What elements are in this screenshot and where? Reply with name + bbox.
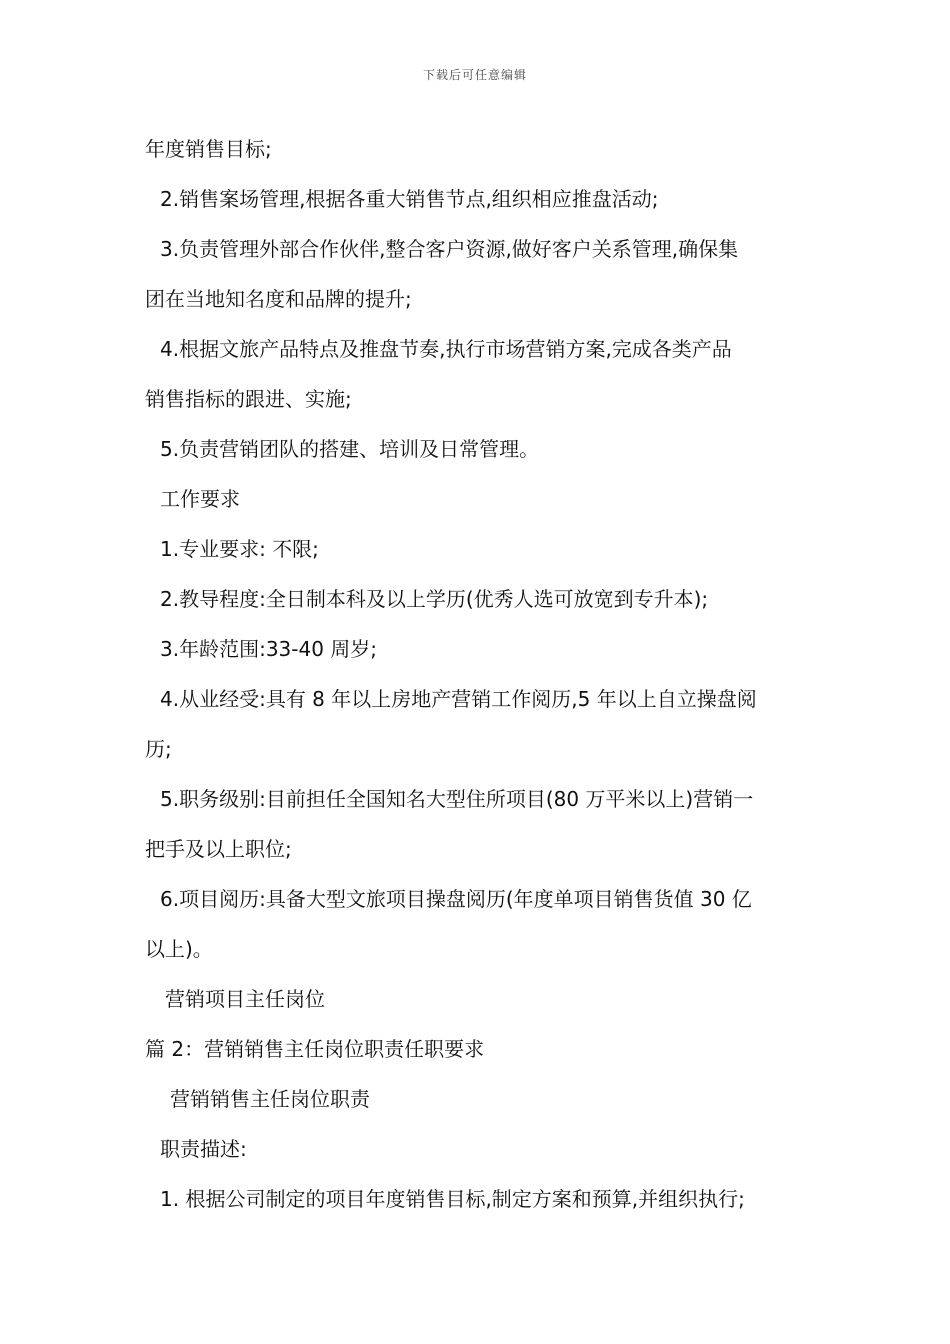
- list-item: 2.销售案场管理,根据各重大销售节点,组织相应推盘活动;: [160, 187, 659, 211]
- text-line: 把手及以上职位;: [145, 837, 292, 861]
- list-item: 4.从业经受:具有 8 年以上房地产营销工作阅历,5 年以上自立操盘阅: [160, 687, 757, 711]
- section-heading: 营销销售主任岗位职责: [170, 1087, 370, 1111]
- list-item: 5.职务级别:目前担任全国知名大型住所项目(80 万平米以上)营销一: [160, 787, 754, 811]
- section-heading: 营销项目主任岗位: [165, 987, 325, 1011]
- list-item: 2.教导程度:全日制本科及以上学历(优秀人选可放宽到专升本);: [160, 587, 709, 611]
- section-heading: 篇 2：营销销售主任岗位职责任职要求: [145, 1037, 485, 1061]
- list-item: 1.专业要求: 不限;: [160, 537, 319, 561]
- text-line: 销售指标的跟进、实施;: [145, 387, 352, 411]
- page-header: 下载后可任意编辑: [422, 68, 527, 82]
- section-heading: 工作要求: [160, 487, 240, 511]
- list-item: 3.负责管理外部合作伙伴,整合客户资源,做好客户关系管理,确保集: [160, 237, 739, 261]
- text-line: 年度销售目标;: [145, 137, 272, 161]
- text-line: 以上)。: [145, 937, 213, 961]
- text-line: 团在当地知名度和品牌的提升;: [145, 287, 412, 311]
- section-heading: 职责描述:: [160, 1137, 247, 1161]
- list-item: 3.年龄范围:33-40 周岁;: [160, 637, 378, 661]
- list-item: 4.根据文旅产品特点及推盘节奏,执行市场营销方案,完成各类产品: [160, 337, 732, 361]
- text-line: 历;: [145, 737, 172, 761]
- list-item: 6.项目阅历:具备大型文旅项目操盘阅历(年度单项目销售货值 30 亿: [160, 887, 752, 911]
- document-body: [145, 124, 810, 1224]
- list-item: 5.负责营销团队的搭建、培训及日常管理。: [160, 437, 540, 461]
- list-item: 1. 根据公司制定的项目年度销售目标,制定方案和预算,并组织执行;: [160, 1187, 745, 1211]
